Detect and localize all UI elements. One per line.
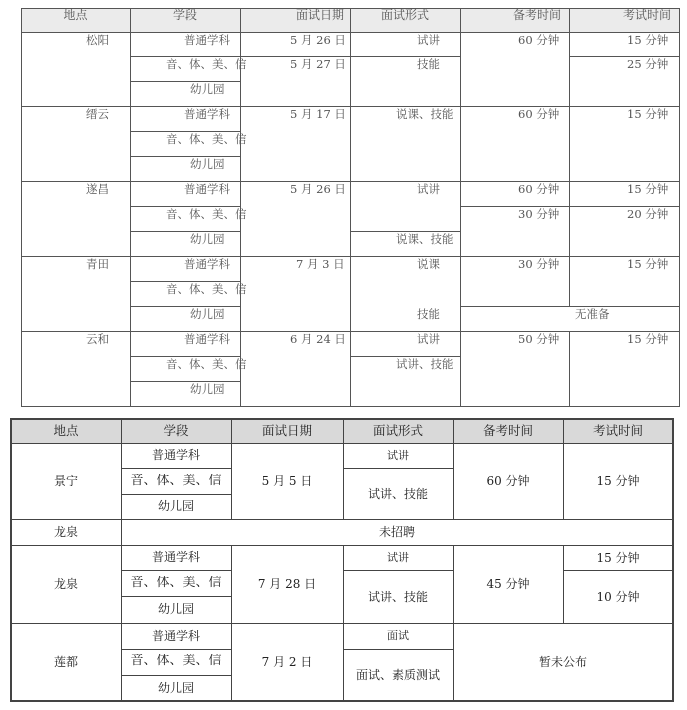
format: 试讲 <box>417 332 440 346</box>
stage-kindergarten: 幼儿园 <box>190 157 225 171</box>
date: 5 月 26 日 <box>290 182 346 196</box>
location-songyang: 松阳 <box>86 33 109 47</box>
format: 说课 <box>417 257 440 271</box>
location-qingtian: 青田 <box>86 257 109 271</box>
header-stage: 学段 <box>172 8 197 22</box>
format: 技能 <box>417 57 440 71</box>
exam-time: 10 分钟 <box>596 590 640 604</box>
stage-general: 普通学科 <box>184 107 230 121</box>
stage-kindergarten: 幼儿园 <box>190 382 225 396</box>
header-interview-format: 面试形式 <box>372 424 423 438</box>
exam-time: 15 分钟 <box>627 182 669 196</box>
header-exam-time: 考试时间 <box>622 8 671 22</box>
header-prep-time: 备考时间 <box>482 424 533 438</box>
format: 试讲 <box>417 33 440 47</box>
format: 试讲 <box>417 182 440 196</box>
exam-time: 15 分钟 <box>596 551 640 565</box>
location-longquan: 龙泉 <box>53 577 78 591</box>
stage-kindergarten: 幼儿园 <box>157 602 194 616</box>
header-interview-date: 面试日期 <box>261 424 312 438</box>
stage-arts: 音、体、美、信 <box>130 474 222 488</box>
stage-general: 普通学科 <box>151 550 200 564</box>
header-stage: 学段 <box>163 424 189 438</box>
not-recruited-note: 未招聘 <box>378 525 415 539</box>
exam-time: 15 分钟 <box>627 33 669 47</box>
prep-time: 60 分钟 <box>486 474 530 488</box>
header-interview-format: 面试形式 <box>380 8 429 22</box>
format: 面试 <box>387 629 409 642</box>
location-suichang: 遂昌 <box>86 182 109 196</box>
prep-time: 60 分钟 <box>518 107 560 121</box>
stage-kindergarten: 幼儿园 <box>190 232 225 246</box>
location-longquan: 龙泉 <box>53 525 78 539</box>
exam-time: 15 分钟 <box>596 474 640 488</box>
exam-time: 15 分钟 <box>627 107 669 121</box>
stage-kindergarten: 幼儿园 <box>190 307 225 321</box>
location-jinyun: 缙云 <box>86 107 109 121</box>
date: 7 月 2 日 <box>261 655 313 669</box>
stage-general: 普通学科 <box>184 182 230 196</box>
format: 面试、素质测试 <box>355 668 440 682</box>
prep-time: 45 分钟 <box>486 577 530 591</box>
date: 6 月 24 日 <box>290 332 346 346</box>
format: 试讲、技能 <box>367 590 428 604</box>
stage-general: 普通学科 <box>151 448 200 462</box>
stage-kindergarten: 幼儿园 <box>157 499 194 513</box>
prep-time: 30 分钟 <box>518 207 560 221</box>
prep-time: 60 分钟 <box>518 33 560 47</box>
not-announced-note: 暂未公布 <box>538 655 587 669</box>
header-interview-date: 面试日期 <box>295 8 344 22</box>
date: 5 月 17 日 <box>290 107 346 121</box>
prep-time: 30 分钟 <box>518 257 560 271</box>
stage-arts: 音、体、美、信 <box>166 357 247 371</box>
stage-arts: 音、体、美、信 <box>130 654 222 668</box>
stage-arts: 音、体、美、信 <box>166 57 247 71</box>
date: 5 月 26 日 <box>290 33 346 47</box>
stage-kindergarten: 幼儿园 <box>190 82 225 96</box>
stage-general: 普通学科 <box>184 33 230 47</box>
date: 7 月 3 日 <box>296 257 345 271</box>
stage-general: 普通学科 <box>184 257 230 271</box>
format: 试讲 <box>387 551 409 564</box>
exam-time: 20 分钟 <box>627 207 669 221</box>
stage-general: 普通学科 <box>151 629 200 643</box>
stage-kindergarten: 幼儿园 <box>157 681 194 695</box>
location-liandu: 莲都 <box>53 655 78 669</box>
header-exam-time: 考试时间 <box>592 424 643 438</box>
header-location: 地点 <box>63 8 88 22</box>
exam-time: 25 分钟 <box>627 57 669 71</box>
location-yunhe: 云和 <box>86 332 109 346</box>
location-jingning: 景宁 <box>53 474 78 488</box>
exam-time: 15 分钟 <box>627 332 669 346</box>
stage-arts: 音、体、美、信 <box>166 207 247 221</box>
format: 说课、技能 <box>396 232 454 246</box>
prep-time: 50 分钟 <box>518 332 560 346</box>
format: 试讲 <box>387 449 409 462</box>
no-prep: 无准备 <box>575 307 610 321</box>
stage-arts: 音、体、美、信 <box>130 576 222 590</box>
header-prep-time: 备考时间 <box>512 8 561 22</box>
format: 说课、技能 <box>396 107 454 121</box>
stage-arts: 音、体、美、信 <box>166 132 247 146</box>
format: 技能 <box>417 307 440 321</box>
header-location: 地点 <box>53 424 79 438</box>
format: 试讲、技能 <box>367 487 428 501</box>
date: 5 月 5 日 <box>261 474 313 488</box>
date: 5 月 27 日 <box>290 57 346 71</box>
date: 7 月 28 日 <box>257 577 317 591</box>
exam-time: 15 分钟 <box>627 257 669 271</box>
prep-time: 60 分钟 <box>518 182 560 196</box>
stage-arts: 音、体、美、信 <box>166 282 247 296</box>
stage-general: 普通学科 <box>184 332 230 346</box>
format: 试讲、技能 <box>396 357 454 371</box>
